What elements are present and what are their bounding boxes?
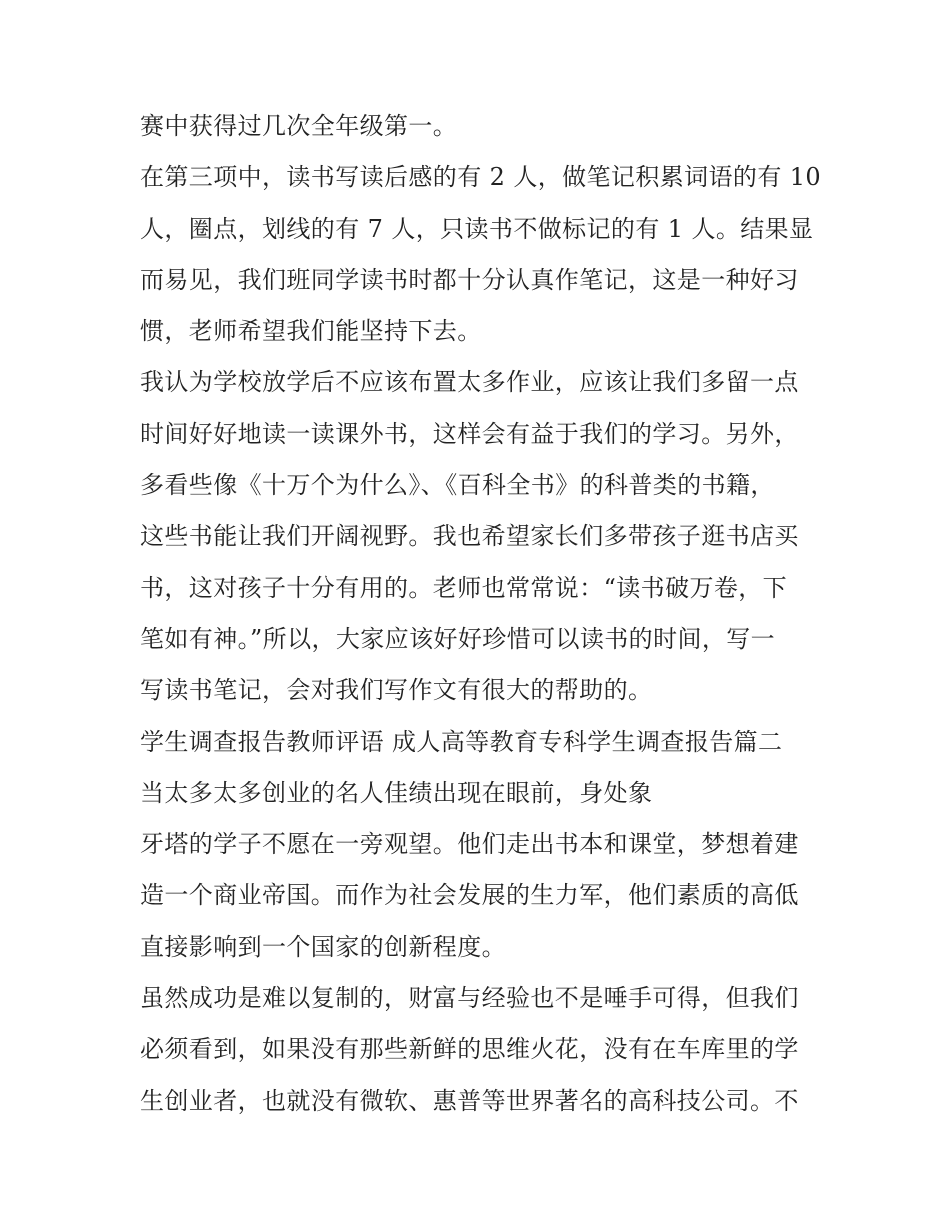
- text-line: 在第三项中，读书写读后感的有 2 人，做笔记积累词语的有 10: [140, 163, 822, 192]
- text-line: 这些书能让我们开阔视野。我也希望家长们多带孩子逛书店买: [140, 522, 799, 551]
- text-line: 生创业者，也就没有微软、惠普等世界著名的高科技公司。不: [140, 1086, 799, 1115]
- text-line: 赛中获得过几次全年级第一。: [140, 112, 458, 140]
- text-line: 多看些像《十万个为什么》、《百科全书》的科普类的书籍，: [140, 471, 775, 500]
- text-line: 直接影响到一个国家的创新程度。: [140, 932, 506, 961]
- text-line: 惯，老师希望我们能坚持下去。: [140, 317, 482, 346]
- text-line: 虽然成功是难以复制的，财富与经验也不是唾手可得，但我们: [140, 984, 799, 1013]
- text-line: 笔如有神。”所以，大家应该好好珍惜可以读书的时间，写一: [140, 624, 776, 653]
- text-line: 当太多太多创业的名人佳绩出现在眼前，身处象: [140, 778, 653, 807]
- document-body: [140, 109, 820, 1135]
- text-line: 时间好好地读一读课外书，这样会有益于我们的学习。另外，: [140, 419, 799, 448]
- text-line: 牙塔的学子不愿在一旁观望。他们走出书本和课堂，梦想着建: [140, 830, 799, 859]
- text-line: 书，这对孩子十分有用的。老师也常常说：“读书破万卷，下: [140, 573, 788, 602]
- text-line: 写读书笔记，会对我们写作文有很大的帮助的。: [140, 676, 653, 705]
- text-line: 而易见，我们班同学读书时都十分认真作笔记，这是一种好习: [140, 265, 799, 294]
- text-line: 我认为学校放学后不应该布置太多作业，应该让我们多留一点: [140, 368, 799, 397]
- text-line: 人，圈点，划线的有 7 人，只读书不做标记的有 1 人。结果显: [140, 214, 814, 243]
- text-line: 必须看到，如果没有那些新鲜的思维火花，没有在车库里的学: [140, 1035, 799, 1064]
- text-line: 造一个商业帝国。而作为社会发展的生力军，他们素质的高低: [140, 881, 799, 910]
- section-heading: 学生调查报告教师评语 成人高等教育专科学生调查报告篇二: [140, 727, 783, 756]
